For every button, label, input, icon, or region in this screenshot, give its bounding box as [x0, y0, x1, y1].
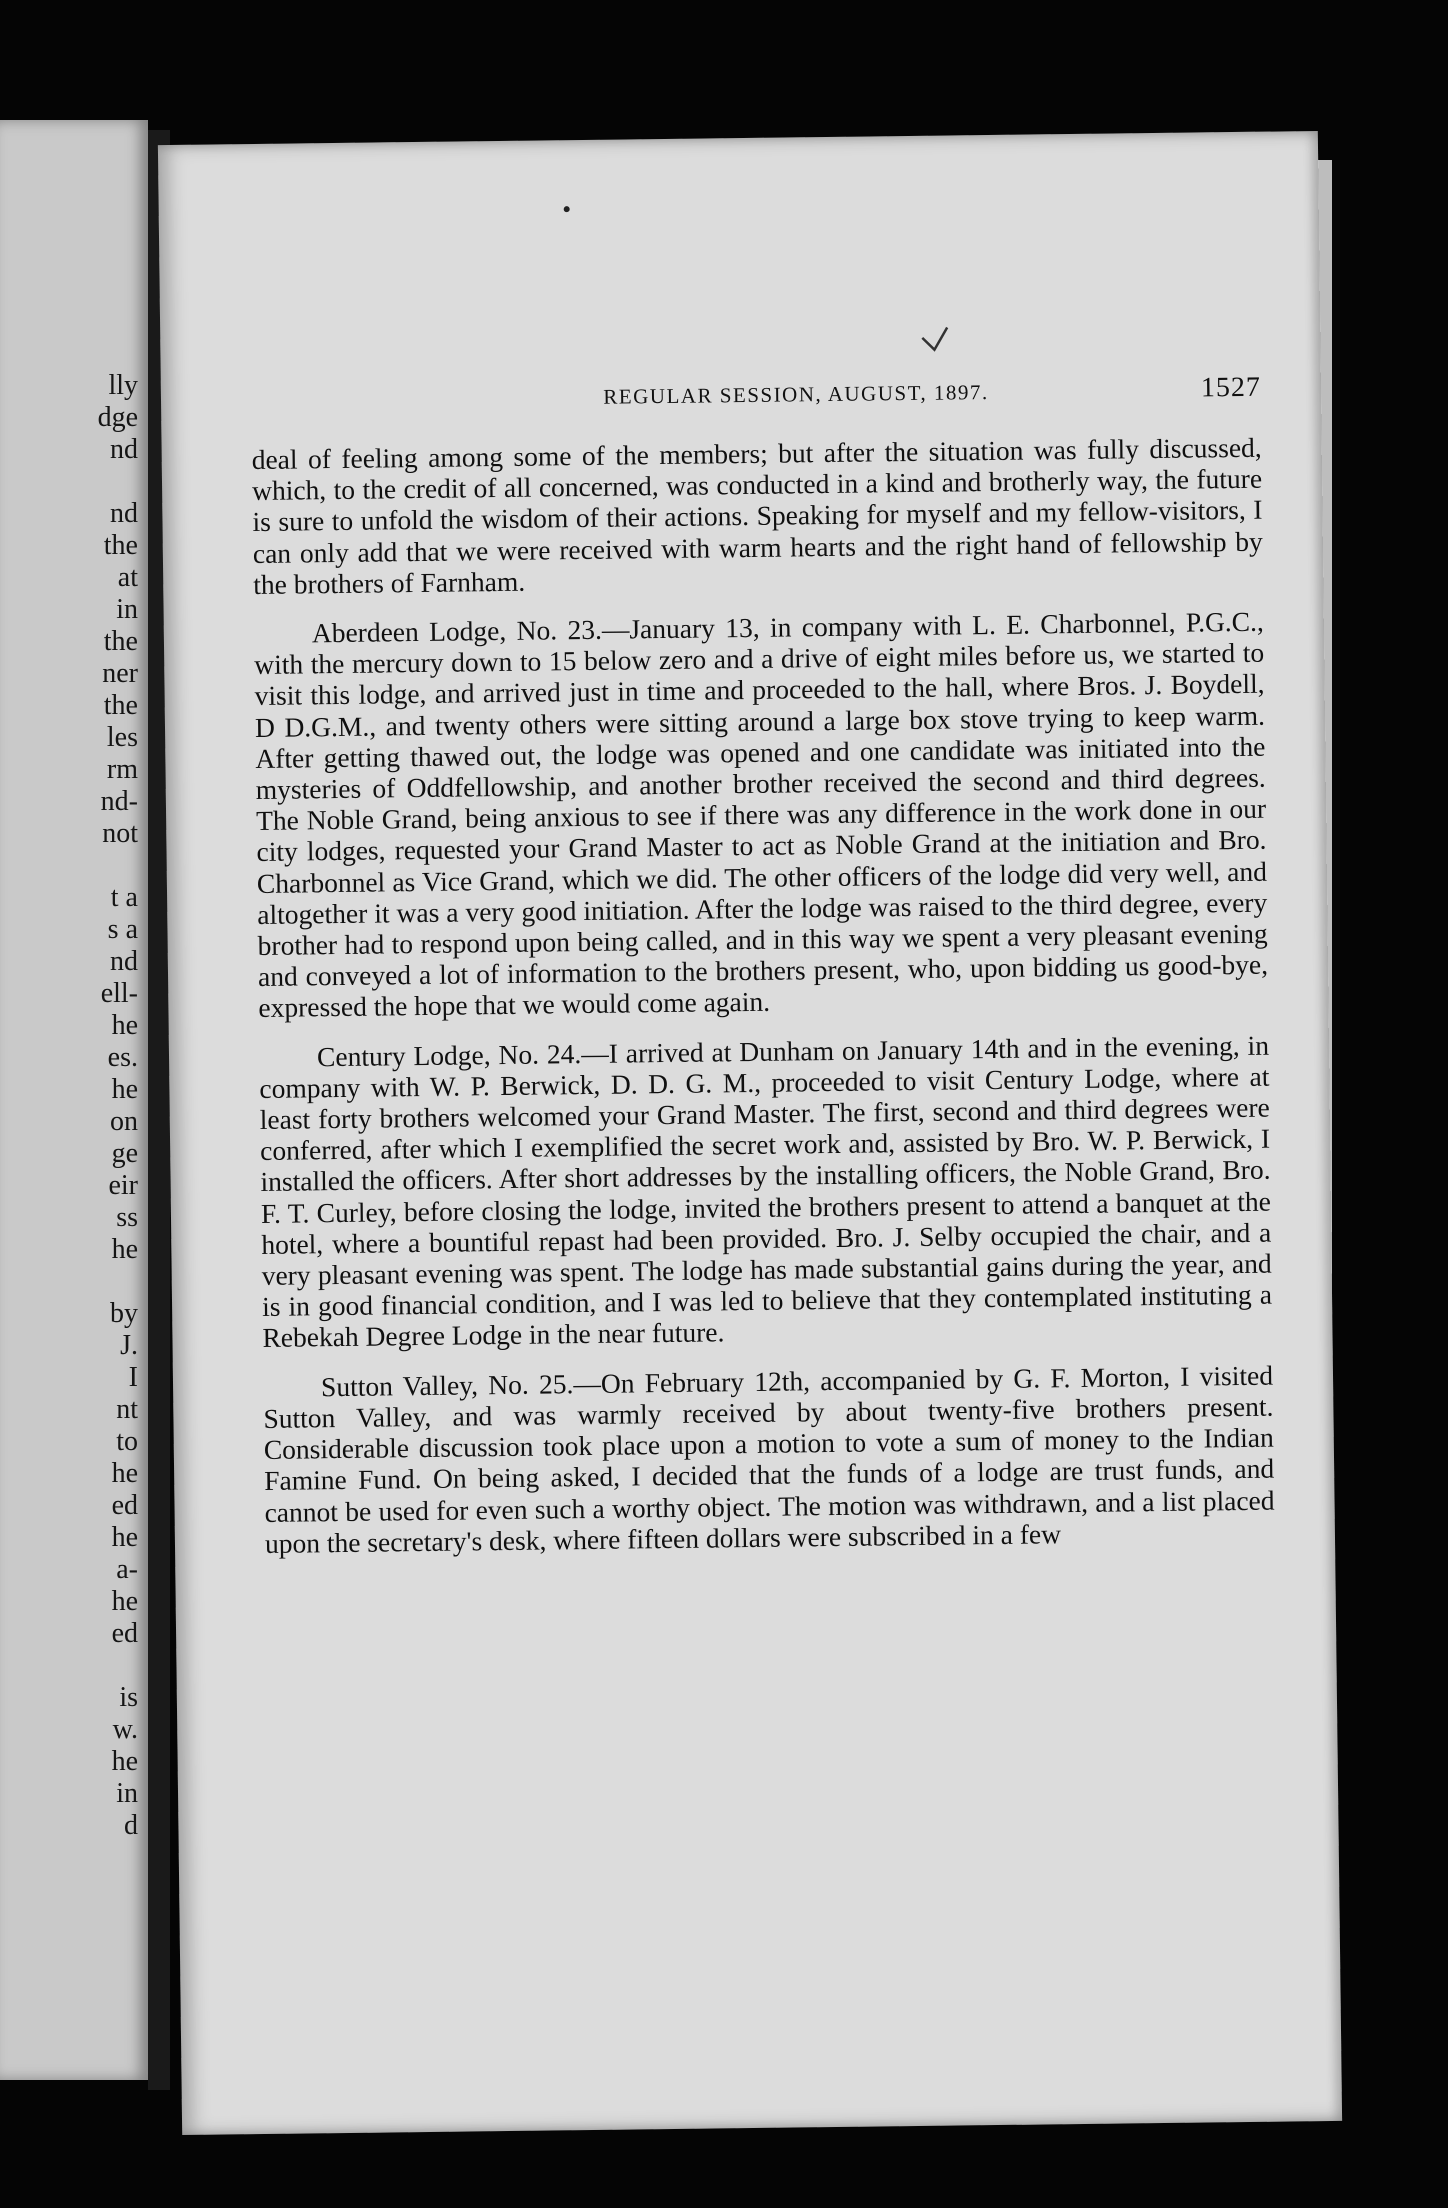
facing-page-fragment: w.: [112, 1714, 138, 1745]
facing-page-fragment: to: [116, 1426, 138, 1457]
facing-page-fragment: ss: [116, 1202, 138, 1233]
facing-page-fragment: the: [103, 530, 138, 561]
handwritten-check-mark: [920, 325, 950, 355]
facing-page-fragment: in: [116, 1778, 138, 1809]
facing-page-fragment: nd: [110, 946, 138, 977]
facing-page-fragment: ell-: [100, 978, 138, 1009]
facing-page-text-fragments: [98, 370, 138, 1842]
facing-page-fragment: [98, 850, 138, 882]
facing-page-fragment: d: [124, 1810, 138, 1841]
facing-page-fragment: es.: [107, 1042, 138, 1073]
facing-page-fragment: the: [103, 690, 138, 721]
facing-page-fragment: rm: [106, 754, 138, 785]
facing-page-fragment: by: [110, 1298, 138, 1329]
paragraph-aberdeen-lodge: Aberdeen Lodge, No. 23.—January 13, in company with L. E. Charbonnel, P.G.C., with the mercury down to 15 below zero and a drive of eight miles before us, we started to visit this lodge, and arrived just in time and proceeded to the hall, where Bros. J. Boydell, D D.G.M., and twenty others were sitting around a large box stove trying to keep warm. After getting thawed out, the lodge was opened and one candidate was initiated into the mysteries of Oddfellowship, and another brother received the second and third degrees. The Noble Grand, being anxious to see if there was any difference in the work done in our city lodges, requested your Grand Master to act as Noble Grand at the initiation and Bro. Charbonnel as Vice Grand, which we did. The other officers of the lodge did very well, and altogether it was a very good initiation. After the lodge was raised to the third degree, every brother had to respond upon being called, and in this way we spent a very pleasant evening and conveyed a lot of information to the brothers present, who, upon bidding us good-bye, expressed the hope that we would come again.: [254, 605, 1269, 1024]
facing-page-fragment: nt: [116, 1394, 138, 1425]
facing-page-fragment: ner: [102, 658, 138, 689]
facing-page-fragment: in: [116, 594, 138, 625]
facing-page-fragment: dge: [97, 402, 138, 433]
body-text: [252, 432, 1276, 1577]
facing-page-fragment: he: [111, 1010, 138, 1041]
page-number: 1527: [1200, 371, 1262, 404]
facing-page-fragment: he: [111, 1458, 138, 1489]
facing-page-fragment: les: [106, 722, 138, 753]
page-header: [251, 372, 1261, 416]
facing-page-fragment: he: [111, 1234, 138, 1265]
facing-page-fragment: [98, 1650, 138, 1682]
facing-page-fragment: eir: [108, 1170, 138, 1201]
facing-page-fragment: at: [117, 562, 138, 593]
facing-page-fragment: J.: [120, 1330, 138, 1361]
facing-page-fragment: I: [128, 1362, 138, 1393]
facing-page-fragment: he: [111, 1522, 138, 1553]
paragraph-century-lodge: Century Lodge, No. 24.—I arrived at Dunham on January 14th and in the evening, in company with W. P. Berwick, D. D. G. M., proceeded to visit Century Lodge, where at least forty brothers welcomed your Grand Master. The first, second and third degrees were conferred, after which I exemplified the secret work and, assisted by Bro. W. P. Berwick, I installed the officers. After short addresses by the installing officers, the Noble Grand, Bro. F. T. Curley, before closing the lodge, invited the brothers present to attend a banquet at the hotel, where a bountiful repast had been provided. Bro. J. Selby occupied the chair, and a very pleasant evening was spent. The lodge has made substantial gains during the year, and is in good financial condition, and I was led to believe that they contemplated instituting a Rebekah Degree Lodge in the near future.: [259, 1029, 1273, 1354]
facing-page-fragment: t a: [110, 882, 138, 913]
facing-page-fragment: ed: [111, 1490, 138, 1521]
facing-page-fragment: ed: [111, 1618, 138, 1649]
facing-page-fragment: not: [102, 818, 138, 849]
facing-page-fragment: nd-: [100, 786, 138, 817]
facing-page-fragment: he: [111, 1586, 138, 1617]
facing-page-fragment: lly: [108, 370, 138, 401]
facing-page-fragment: he: [111, 1746, 138, 1777]
facing-page-fragment: ge: [111, 1138, 138, 1169]
facing-page-fragment: nd: [110, 498, 138, 529]
facing-page-fragment: [98, 1266, 138, 1298]
scanned-page: [158, 131, 1342, 2135]
running-head: REGULAR SESSION, AUGUST, 1897.: [603, 380, 989, 409]
facing-page-fragment: s a: [107, 914, 138, 945]
facing-page-fragment: [98, 466, 138, 498]
facing-page-fragment: nd: [110, 434, 138, 465]
facing-page-fragment: on: [110, 1106, 138, 1137]
facing-page-fragment: the: [103, 626, 138, 657]
facing-page-fragment: is: [119, 1682, 138, 1713]
ink-speck: [564, 206, 570, 212]
facing-page-fragment: he: [111, 1074, 138, 1105]
facing-page-fragment: a-: [116, 1554, 138, 1585]
paragraph-sutton-valley: Sutton Valley, No. 25.—On February 12th, accompanied by G. F. Morton, I visited Sutton Valley, and was warmly received by about twenty-five brothers present. Considerable discussion took place upon a motion to vote a sum of money to the Indian Famine Fund. On being asked, I decided that the funds of a lodge are trust funds, and cannot be used for even such a worthy object. The motion was withdrawn, and a list placed upon the secretary's desk, where fifteen dollars were subscribed in a few: [263, 1359, 1275, 1559]
facing-page: [0, 120, 148, 2080]
paragraph-continued: deal of feeling among some of the members; but after the situation was fully discussed, which, to the credit of all concerned, was conducted in a kind and brotherly way, the future is sure to unfold the wisdom of their actions. Speaking for myself and my fellow-visitors, I can only add that we were received with warm hearts and the right hand of fellowship by the brothers of Farnham.: [251, 431, 1263, 600]
